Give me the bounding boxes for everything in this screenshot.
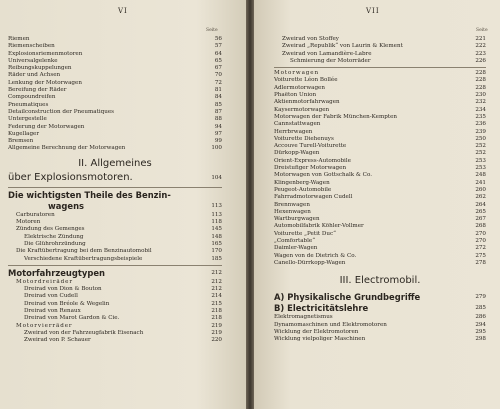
toc-entry: [8, 138, 222, 145]
toc-entry: [274, 329, 486, 336]
toc-entry: [274, 99, 486, 106]
entry-title: Peugeot-Automobile: [274, 186, 332, 193]
page-ref: 298: [475, 336, 486, 343]
page-ref: 262: [475, 194, 486, 201]
entry-title: Elektromagnetismus: [274, 314, 333, 321]
page-ref: 87: [214, 108, 222, 115]
page-ref: 295: [475, 328, 486, 335]
page-ref: 267: [475, 216, 486, 223]
section-heading: [8, 157, 222, 171]
entry-title: Aktienmotorfahrwagen: [274, 99, 340, 106]
divider: [8, 265, 222, 266]
entry-title: Dynamomaschinen und Elektromotoren: [274, 321, 387, 328]
toc-entry: [274, 314, 486, 321]
entry-title: Dreirad von Bréole & Wegelin: [24, 300, 110, 307]
page-ref: 165: [211, 240, 222, 247]
entry-title: Motoren: [16, 219, 41, 226]
entry-title: Allgemeine Berechnung der Motorwagen: [8, 145, 126, 152]
page-ref: 145: [211, 226, 222, 233]
page-ref: 270: [475, 238, 486, 245]
subsection-title: A) Physikalische Grundbegriffe: [274, 292, 421, 303]
toc-entry: [274, 180, 486, 187]
page-ref: 94: [214, 123, 222, 130]
subsection-title: Die wichtigsten Theile des Benzin-: [8, 189, 171, 200]
entry-title: Dürkopp-Wagen: [274, 150, 320, 157]
toc-entry: [274, 194, 486, 201]
toc-entry: [8, 58, 222, 65]
toc-entry: [274, 43, 486, 50]
toc-entry: [8, 109, 222, 116]
toc-entry: [8, 131, 222, 138]
toc-entry: [274, 150, 486, 157]
toc-entry: [274, 260, 486, 267]
entry-title: Accouve Turell-Voiturette: [274, 143, 347, 150]
entry-title: Riemen: [8, 36, 30, 42]
entry-title: Compoundreifen: [8, 94, 56, 101]
entry-title: Motorwagen von Gottschalk & Co.: [274, 172, 373, 179]
entry-title: Motorwagen: [274, 70, 320, 77]
entry-title: Zweirad von Stoffey: [282, 36, 339, 42]
page-ref: 268: [475, 223, 486, 230]
entry-title: Cannstattwagen: [274, 121, 321, 128]
page-ref: 223: [475, 50, 486, 57]
toc-entry: [8, 80, 222, 87]
entry-title: Motorvierräder: [16, 322, 73, 329]
toc-entry: [8, 323, 222, 330]
entry-title: Automobilfabrik Köhler-Vollmer: [274, 223, 364, 230]
toc-entry: [8, 248, 222, 255]
toc-right: [274, 36, 486, 343]
page-ref: 286: [475, 314, 486, 321]
toc-entry: [274, 136, 486, 143]
toc-entry: [274, 245, 486, 252]
section-title: III. Electromobil.: [339, 275, 421, 287]
entry-title: Zweirad von der Fahrzeugfabrik Eisenach: [24, 329, 144, 336]
page-ref: 221: [475, 36, 486, 42]
entry-title: Dreirad von Cudell: [24, 293, 78, 300]
page-number: VI: [118, 7, 128, 15]
page-ref: 228: [475, 84, 486, 91]
toc-entry: [274, 121, 486, 128]
toc-entry: [8, 43, 222, 50]
page-ref: 235: [475, 113, 486, 120]
subsection-heading-line2: [8, 201, 222, 212]
page-ref: 265: [475, 208, 486, 215]
subsection-heading: [8, 268, 222, 279]
toc-entry: [274, 58, 486, 65]
toc-entry: [8, 87, 222, 94]
subsection-title: Motorfahrzeugtypen: [8, 267, 105, 278]
page-ref: 253: [475, 165, 486, 172]
page-number: VII: [366, 7, 380, 15]
entry-title: Explosionsriemenmotoren: [8, 50, 83, 57]
entry-title: Zweirad „Republik“ von Laurin & Klement: [282, 43, 403, 50]
entry-title: Fahrradmotorwagen Cudell: [274, 194, 353, 201]
entry-title: Wicklung der Elektromotoren: [274, 328, 359, 335]
entry-title: Federung der Motorwagen: [8, 123, 85, 130]
page-ref: 113: [211, 211, 222, 218]
page-ref: 56: [214, 36, 222, 42]
entry-title: Bereifung der Räder: [8, 87, 67, 94]
toc-entry: [8, 124, 222, 131]
entry-title: „Comfortable“: [274, 238, 316, 245]
toc-entry: [8, 293, 222, 300]
toc-entry: [274, 216, 486, 223]
toc-entry: [274, 114, 486, 121]
toc-entry: [8, 212, 222, 219]
toc-entry: [274, 158, 486, 165]
entry-title: Räder und Achsen: [8, 72, 61, 79]
page-ref: 253: [475, 157, 486, 164]
section-heading: [274, 274, 486, 288]
toc-entry: [274, 143, 486, 150]
toc-entry: [8, 36, 222, 43]
toc-entry: [274, 322, 486, 329]
entry-title: Daimler-Wagen: [274, 245, 318, 252]
page-ref: 275: [475, 252, 486, 259]
page-ref: 279: [475, 294, 486, 301]
page-ref: 85: [214, 101, 222, 108]
subsection-heading: [8, 190, 222, 201]
toc-entry: [274, 51, 486, 58]
entry-title: Riemenscheiben: [8, 43, 55, 50]
entry-title: Pneumatiques: [8, 101, 49, 108]
page-ref: 212: [211, 269, 222, 276]
toc-entry: [8, 116, 222, 123]
entry-title: Zweirad von P. Schauer: [24, 337, 91, 344]
toc-entry: [274, 223, 486, 230]
page-ref: 170: [211, 248, 222, 255]
entry-title: Wartburgwagen: [274, 216, 320, 223]
page-ref: 219: [211, 329, 222, 336]
toc-entry: [8, 102, 222, 109]
divider: [274, 67, 486, 68]
page-ref: 239: [475, 128, 486, 135]
entry-title: Reibungskuppelungen: [8, 65, 72, 72]
seite-label: Seite: [476, 28, 488, 33]
page-ref: 218: [211, 315, 222, 322]
page-ref: 252: [475, 143, 486, 150]
section-title: über Explosionsmotoren.: [8, 171, 133, 183]
page-ref: 99: [214, 138, 222, 145]
page-ref: 65: [214, 57, 222, 64]
toc-entry: [274, 129, 486, 136]
page-ref: 212: [211, 286, 222, 293]
entry-title: Klingenberg-Wagen: [274, 179, 330, 186]
toc-entry: [8, 65, 222, 72]
toc-entry: [274, 202, 486, 209]
page-ref: 218: [211, 308, 222, 315]
entry-title: Elektrische Zündung: [24, 233, 84, 240]
toc-entry: [274, 336, 486, 343]
toc-entry: [274, 238, 486, 245]
page-ref: 226: [475, 57, 486, 64]
book-gutter: [246, 0, 254, 409]
entry-title: Canello-Dürrkopp-Wagen: [274, 259, 346, 266]
toc-entry: [8, 330, 222, 337]
page-ref: 214: [211, 293, 222, 300]
entry-title: Universalgelenke: [8, 57, 58, 64]
page-ref: 228: [475, 70, 486, 77]
entry-title: Die Kraftübertragung bei dem Benzinautomobil: [16, 248, 152, 255]
toc-entry: [8, 256, 222, 263]
page-ref: 88: [214, 116, 222, 123]
subsection-title: B) Electricitätslehre: [274, 303, 369, 314]
toc-entry: [274, 107, 486, 114]
entry-title: Lenkung der Motorwagen: [8, 79, 82, 86]
page-ref: 57: [214, 43, 222, 50]
toc-entry: [8, 145, 222, 152]
page-ref: 72: [214, 79, 222, 86]
toc-entry: [274, 253, 486, 260]
entry-title: Untergestelle: [8, 116, 47, 123]
page-ref: 230: [475, 92, 486, 99]
page-ref: 148: [211, 233, 222, 240]
entry-title: Wagen von de Dietrich & Co.: [274, 252, 357, 259]
page-ref: 104: [211, 174, 222, 181]
subsection-heading: [274, 303, 486, 314]
page-ref: 278: [475, 259, 486, 266]
page-ref: 220: [211, 337, 222, 344]
section-subheading: [8, 171, 222, 185]
toc-entry: [8, 219, 222, 226]
page-ref: 67: [214, 65, 222, 72]
page-ref: 84: [214, 94, 222, 101]
toc-entry: [274, 187, 486, 194]
page-ref: 234: [475, 106, 486, 113]
entry-title: Voiturette Léon Bollée: [274, 77, 338, 84]
page-ref: 215: [211, 300, 222, 307]
entry-title: Carburatoren: [16, 211, 55, 218]
entry-title: Motordreiräder: [16, 278, 73, 285]
page-ref: 260: [475, 186, 486, 193]
entry-title: Adlermotorwagen: [274, 84, 325, 91]
subsection-title-cont: wagens: [48, 200, 85, 211]
entry-title: Zweirad von Lamandière-Labre: [282, 50, 372, 57]
divider: [8, 187, 222, 188]
page-ref: 248: [475, 172, 486, 179]
toc-entry: [274, 92, 486, 99]
page-ref: 97: [214, 130, 222, 137]
page-ref: 264: [475, 201, 486, 208]
toc-entry: [8, 226, 222, 233]
page-ref: 113: [211, 202, 222, 209]
entry-title: Die Glührohrzündung: [24, 240, 86, 247]
page-ref: 64: [214, 50, 222, 57]
entry-title: Schmierung der Motorräder: [290, 57, 371, 64]
toc-entry: [8, 241, 222, 248]
page-ref: 232: [475, 99, 486, 106]
section-roman: II. Allgemeines: [78, 157, 152, 169]
page-ref: 252: [475, 150, 486, 157]
toc-entry: [8, 301, 222, 308]
toc-left: [8, 36, 222, 345]
entry-title: Phaëton Union: [274, 92, 317, 99]
entry-title: Voiturette Diehenuys: [274, 135, 334, 142]
page-ref: 219: [211, 322, 222, 329]
toc-entry: [8, 94, 222, 101]
entry-title: Zündung des Gemenges: [16, 226, 85, 233]
toc-entry: [274, 165, 486, 172]
entry-title: Motorwagen der Fabrik München-Kempten: [274, 113, 398, 120]
page-ref: 212: [211, 278, 222, 285]
entry-title: Orient-Express-Automobile: [274, 157, 351, 164]
right-page: [254, 0, 500, 409]
page-ref: 81: [214, 87, 222, 94]
page-ref: 270: [475, 230, 486, 237]
entry-title: Dreistufiger Motorwagen: [274, 165, 347, 172]
entry-title: Bremsen: [8, 138, 34, 145]
page-ref: 272: [475, 245, 486, 252]
toc-entry: [274, 85, 486, 92]
entry-title: Hexenwagen: [274, 208, 311, 215]
page-ref: 228: [475, 77, 486, 84]
page-ref: 294: [475, 321, 486, 328]
entry-title: Verschiedene Kraftübertragungsbeispiele: [24, 255, 143, 262]
page-ref: 236: [475, 121, 486, 128]
toc-entry: [274, 209, 486, 216]
page-ref: 118: [211, 219, 222, 226]
toc-entry: [8, 315, 222, 322]
toc-entry: [8, 51, 222, 58]
toc-entry: [8, 308, 222, 315]
entry-title: Detailconstruction der Pneumatiques: [8, 108, 115, 115]
toc-entry: [274, 77, 486, 84]
entry-title: Dreirad von Dion & Bouton: [24, 286, 102, 293]
entry-title: Voiturette „Petit Duc“: [274, 230, 336, 237]
toc-entry: [8, 279, 222, 286]
page-ref: 250: [475, 135, 486, 142]
subsection-heading: [274, 292, 486, 303]
toc-entry: [274, 231, 486, 238]
seite-label: Seite: [206, 28, 218, 33]
entry-title: Brennwagen: [274, 201, 310, 208]
page-ref: 241: [475, 179, 486, 186]
entry-title: Dreirad von Renaux: [24, 308, 81, 315]
toc-entry: [8, 72, 222, 79]
toc-entry: [8, 234, 222, 241]
entry-title: Herrbrwagen: [274, 128, 313, 135]
page-ref: 285: [475, 305, 486, 312]
toc-entry: [8, 337, 222, 344]
page-ref: 222: [475, 43, 486, 50]
toc-entry: [274, 172, 486, 179]
toc-entry: [8, 286, 222, 293]
page-ref: 185: [211, 255, 222, 262]
left-page: [0, 0, 246, 409]
entry-title: Dreirad von Marot Gardon & Cie.: [24, 315, 120, 322]
page-ref: 70: [214, 72, 222, 79]
entry-title: Wicklung vielpoliger Maschinen: [274, 336, 366, 343]
page-ref: 100: [211, 145, 222, 152]
entry-title: Kugellager: [8, 130, 40, 137]
entry-title: Kaysermotorwagen: [274, 106, 330, 113]
